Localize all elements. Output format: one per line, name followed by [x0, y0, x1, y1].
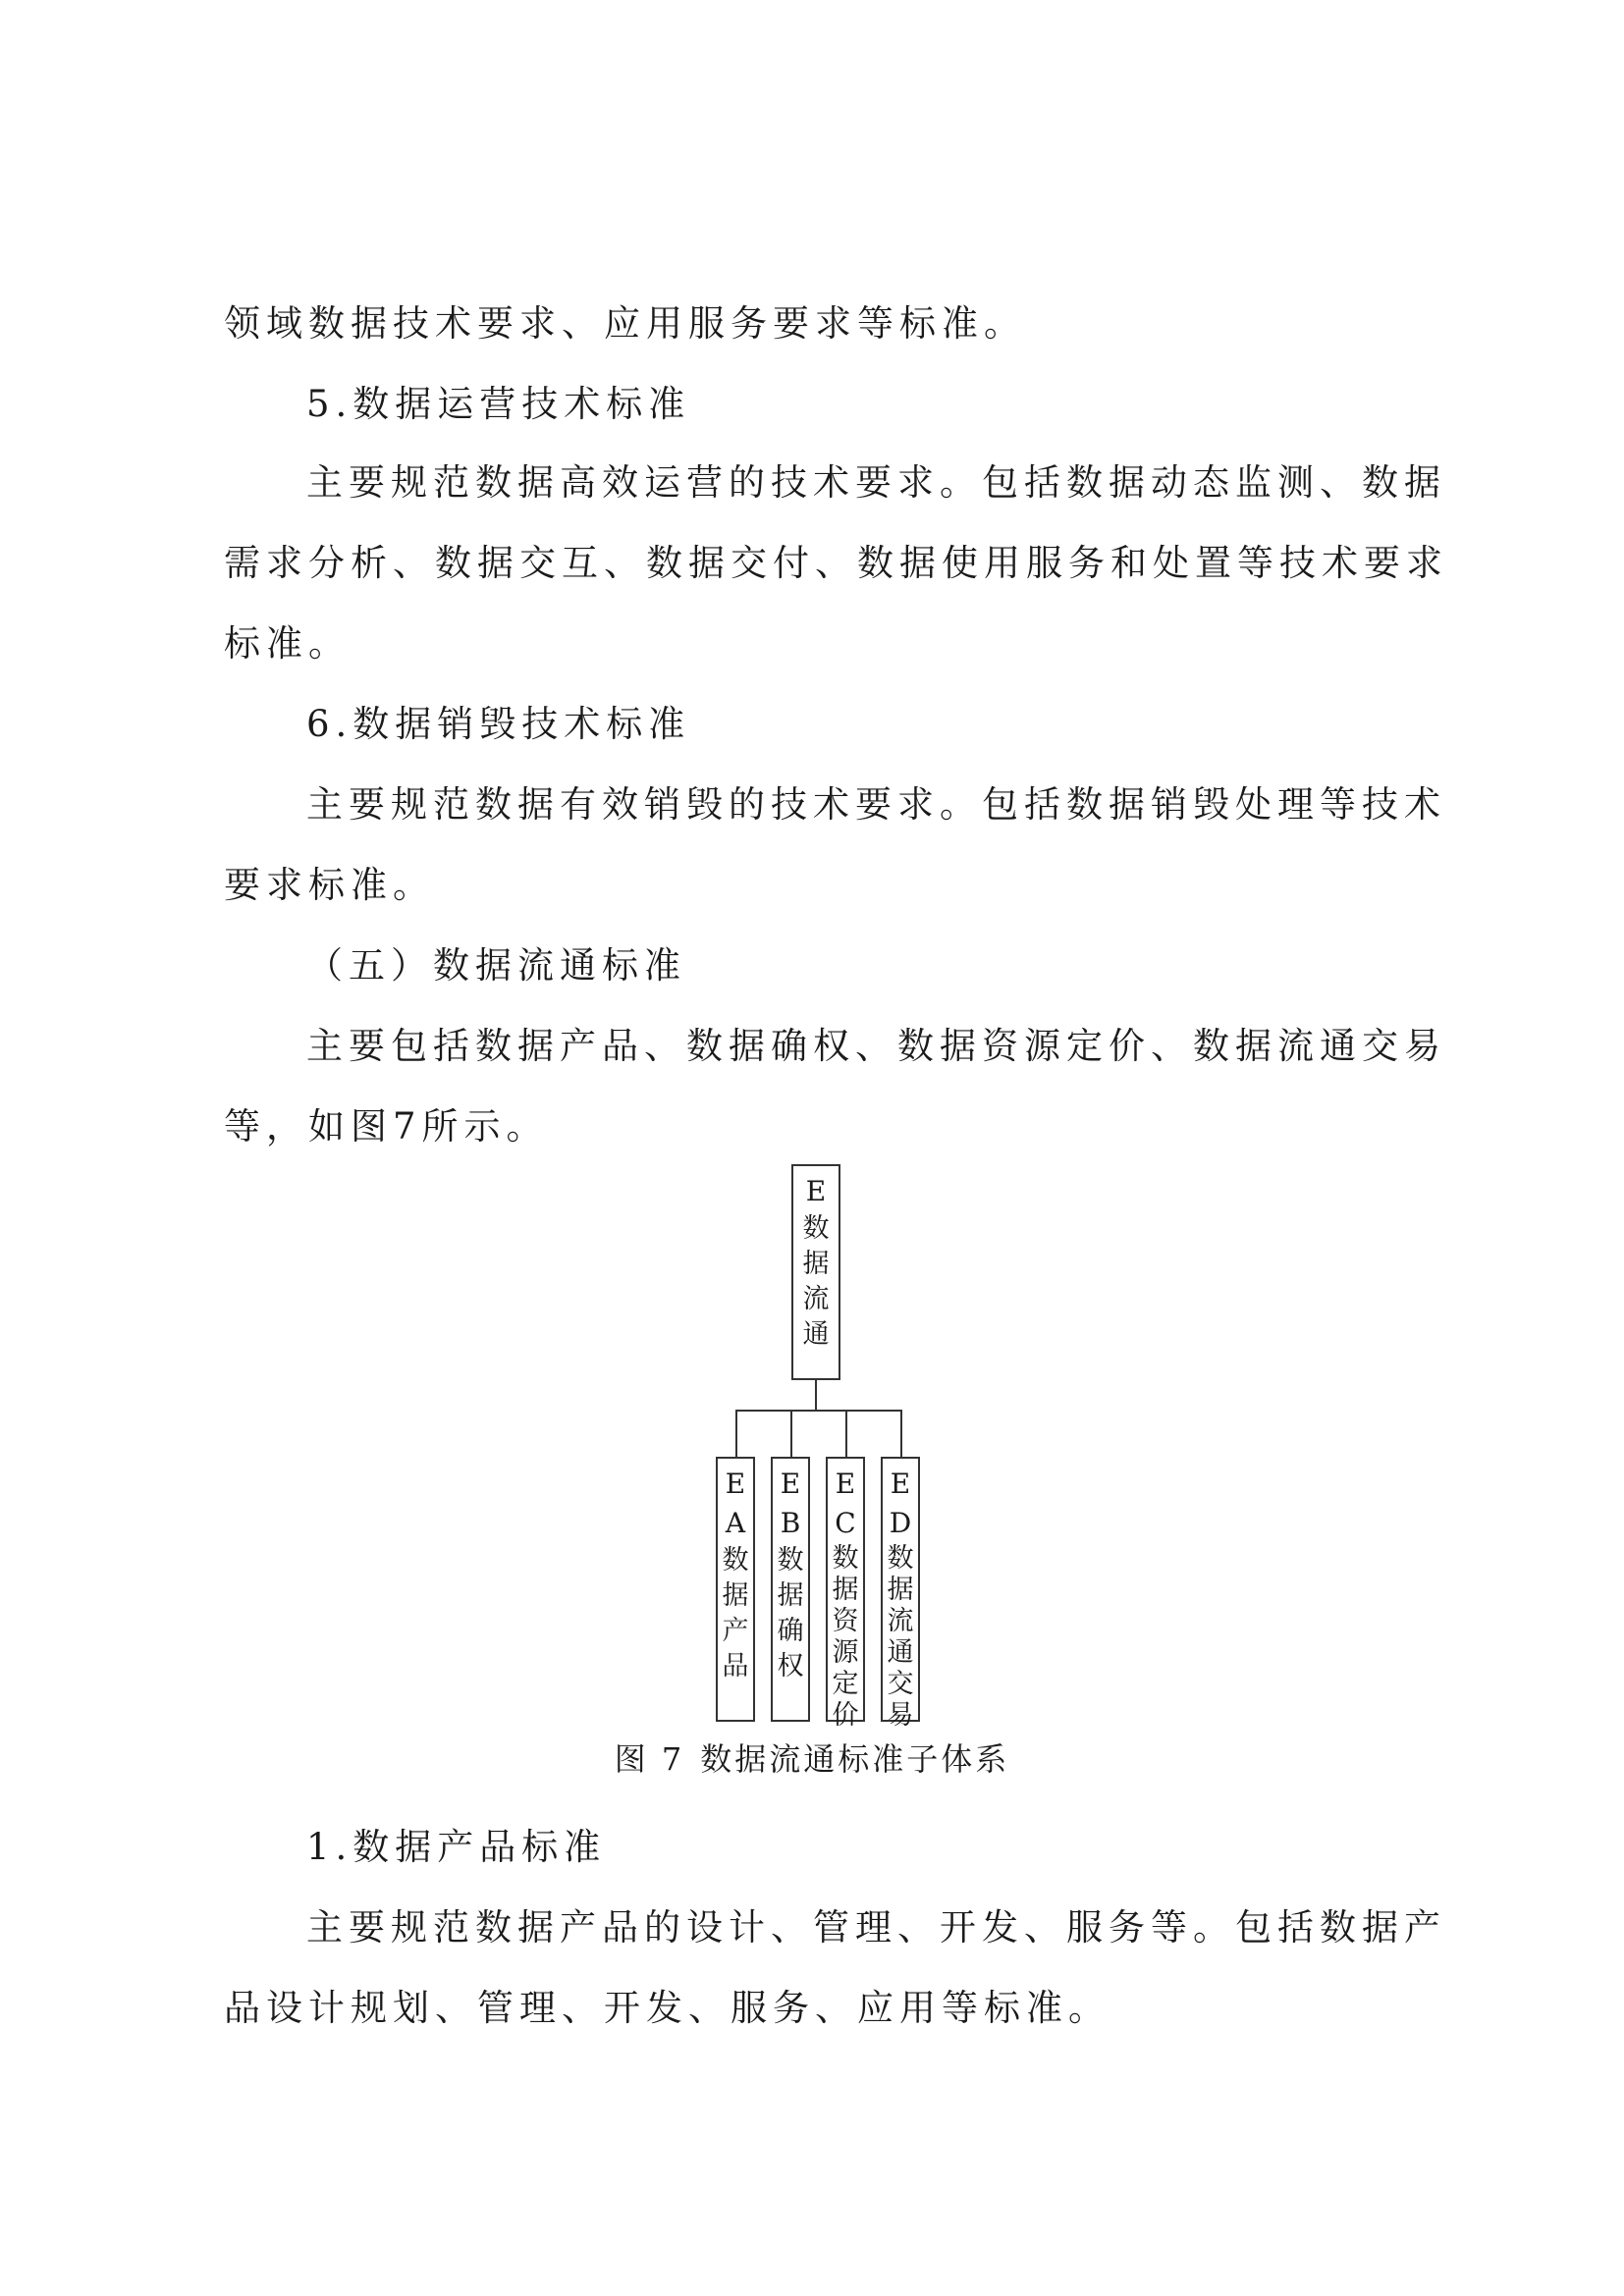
section-heading-1: 1.数据产品标准 — [306, 1826, 607, 1868]
paragraph-line: 主要规范数据有效销毁的技术要求。包括数据销毁处理等技术 — [306, 783, 1446, 826]
child-char: 源 — [832, 1637, 859, 1668]
child-code: D — [889, 1507, 912, 1539]
paragraph-line: 主要包括数据产品、数据确权、数据资源定价、数据流通交易 — [306, 1025, 1446, 1067]
paragraph-line: 要求标准。 — [224, 864, 435, 906]
root-char: 通 — [802, 1319, 830, 1350]
root-char: 据 — [802, 1249, 830, 1279]
figure-number: 图 7 — [614, 1740, 685, 1778]
child-char: 据 — [887, 1575, 914, 1605]
root-char: 数 — [802, 1213, 830, 1244]
connector-vertical-child — [900, 1410, 902, 1457]
child-code: E — [780, 1468, 801, 1500]
figure-caption — [0, 1735, 1624, 1783]
section-heading-5: 5.数据运营技术标准 — [306, 383, 691, 425]
child-code: A — [725, 1507, 746, 1539]
child-char: 价 — [832, 1700, 859, 1731]
child-char: 通 — [887, 1637, 914, 1668]
root-code: E — [805, 1175, 827, 1207]
child-char: 交 — [887, 1669, 914, 1699]
diagram-child-box-ed — [881, 1457, 920, 1731]
child-char: 数 — [722, 1545, 749, 1575]
paragraph-line: 领域数据技术要求、应用服务要求等标准。 — [224, 302, 1026, 345]
paragraph-line: 主要规范数据高效运营的技术要求。包括数据动态监测、数据 — [306, 461, 1446, 504]
child-code: E — [725, 1468, 746, 1500]
connector-vertical-child — [845, 1410, 847, 1457]
child-code: E — [835, 1468, 856, 1500]
diagram-child-box-eb — [771, 1457, 810, 1722]
child-char: 定 — [832, 1669, 859, 1699]
diagram-child-box-ec — [826, 1457, 865, 1731]
child-char: 品 — [722, 1651, 749, 1682]
child-char: 数 — [777, 1545, 804, 1575]
section-heading-five: （五）数据流通标准 — [306, 944, 686, 987]
child-code: B — [780, 1507, 801, 1539]
paragraph-line: 需求分析、数据交互、数据交付、数据使用服务和处置等技术要求 — [224, 542, 1448, 584]
child-char: 易 — [887, 1700, 914, 1731]
child-char: 数 — [832, 1543, 859, 1574]
child-code: E — [890, 1468, 911, 1500]
child-char: 数 — [887, 1543, 914, 1574]
paragraph-line: 品设计规划、管理、开发、服务、应用等标准。 — [224, 1987, 1110, 2029]
child-char: 据 — [722, 1580, 749, 1611]
paragraph-line: 标准。 — [224, 622, 351, 665]
child-char: 流 — [887, 1606, 914, 1636]
paragraph-line: 等，如图7所示。 — [224, 1105, 549, 1148]
paragraph-line: 主要规范数据产品的设计、管理、开发、服务等。包括数据产 — [306, 1906, 1446, 1949]
child-char: 确 — [777, 1616, 804, 1646]
child-char: 权 — [777, 1651, 804, 1682]
connector-vertical-child — [735, 1410, 737, 1457]
connector-vertical-child — [790, 1410, 792, 1457]
root-char: 流 — [802, 1284, 830, 1314]
child-char: 据 — [832, 1575, 859, 1605]
connector-vertical-root — [815, 1380, 817, 1412]
section-heading-6: 6.数据销毁技术标准 — [306, 703, 691, 745]
child-code: C — [835, 1507, 856, 1539]
child-char: 资 — [832, 1606, 859, 1636]
diagram-root-box — [791, 1164, 840, 1380]
child-char: 产 — [722, 1616, 749, 1646]
figure-title: 数据流通标准子体系 — [700, 1740, 1010, 1778]
child-char: 据 — [777, 1580, 804, 1611]
diagram-child-box-ea — [716, 1457, 755, 1722]
connector-horizontal — [735, 1410, 900, 1412]
